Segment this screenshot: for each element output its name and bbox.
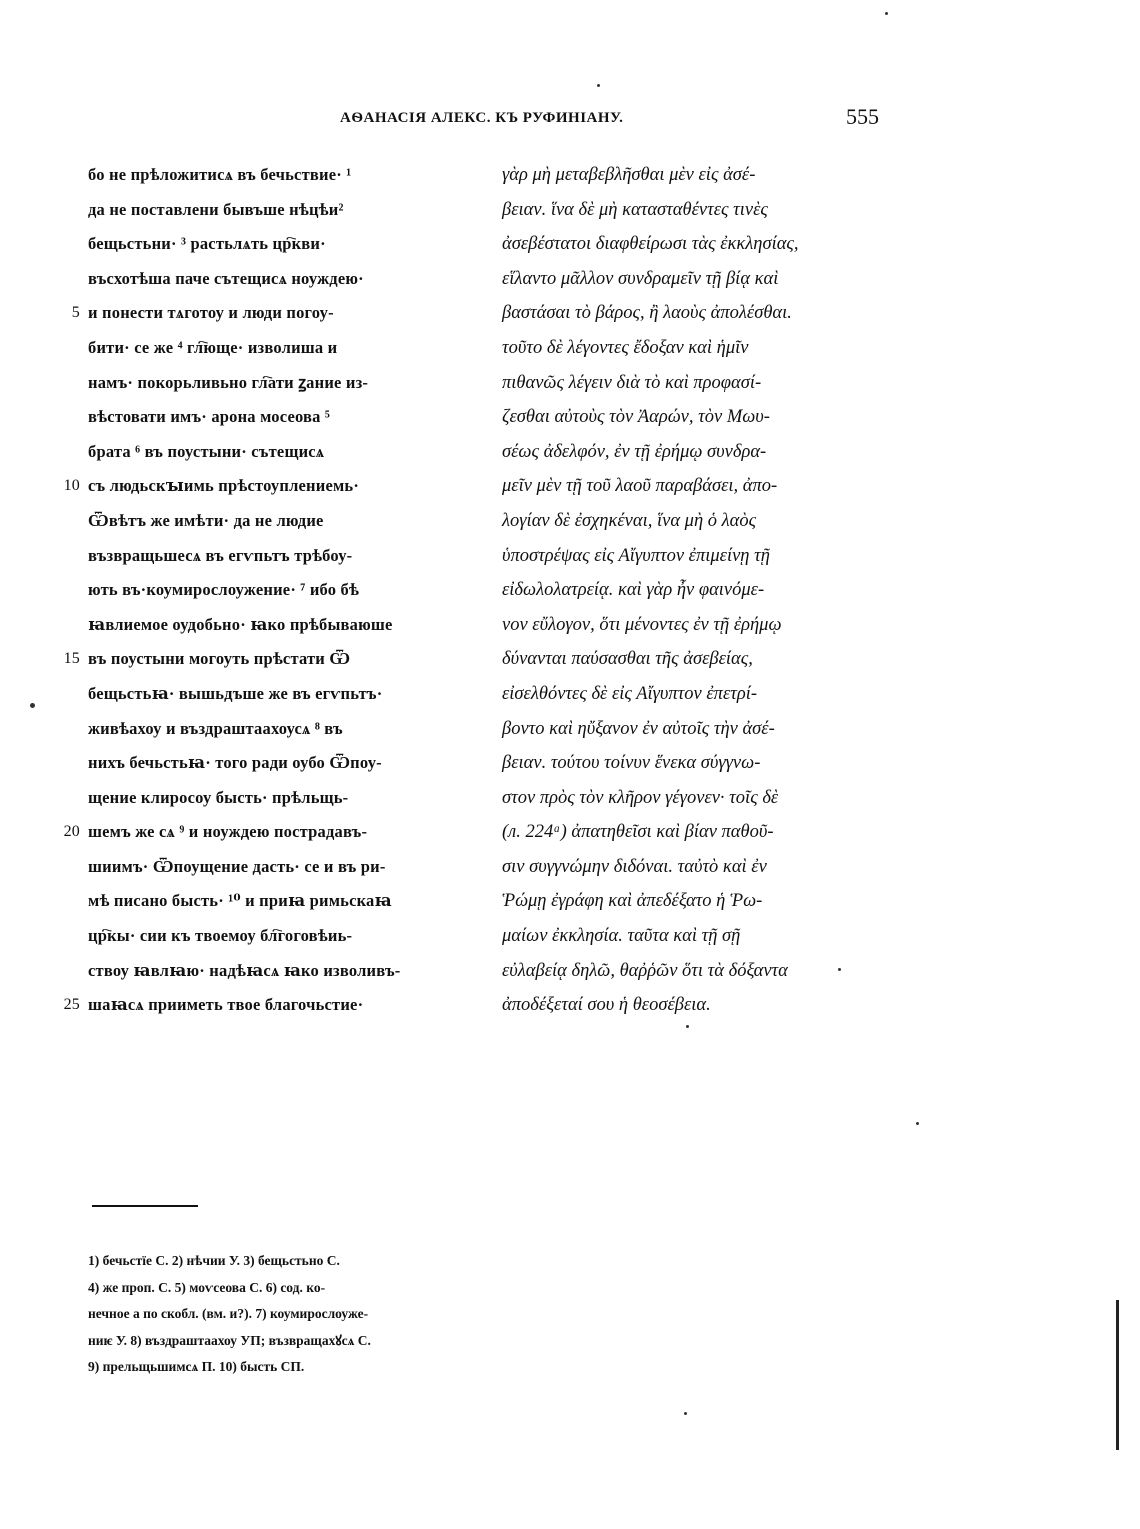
greek-line: ἀποδέξεταί σου ἡ θεοσέβεια. <box>502 995 711 1016</box>
greek-line: ὑποστρέψας εἰς Αἴγυπτον ἐπιμείνῃ τῇ <box>502 545 770 566</box>
greek-line: σέως ἀδελφόν, ἐν τῇ ἐρήμῳ συνδρα- <box>502 441 767 462</box>
slavonic-line-text: Ѿвѣтъ же имѣти· да не людие <box>88 510 324 530</box>
greek-line: εὐλαβείᾳ δηλῶ, θαῤῥῶν ὅτι τὰ δόξαντα <box>502 960 788 981</box>
greek-line: εἵλαντο μᾶλλον συνδραμεῖν τῇ βίᾳ καὶ <box>502 268 779 289</box>
slavonic-line <box>40 400 490 435</box>
greek-line: μαίων ἐκκλησία. ταῦτα καὶ τῇ σῇ <box>502 926 741 947</box>
footnote-line: 9) прельщьшимсѧ П. 10) бысть СП. <box>88 1359 305 1374</box>
footnote-line: ниѥ У. 8) въздраштаахоу УП; възвращахꙋсѧ С. <box>88 1332 371 1348</box>
slavonic-line <box>40 954 490 989</box>
scan-speck <box>838 968 841 971</box>
slavonic-line <box>40 850 490 885</box>
greek-line: νον εὔλογον, ὅτι μένοντες ἐν τῇ ἐρήμῳ <box>502 614 782 635</box>
slavonic-line <box>40 262 490 297</box>
scan-speck <box>597 84 600 87</box>
slavonic-line <box>40 193 490 228</box>
slavonic-line-text: бещьстьꙗ· вышьдъше же въ егѵпьтъ· <box>88 683 383 703</box>
running-header: АѲАНАСІЯ АЛЕКС. КЪ РУФИНІАНУ. <box>340 110 624 126</box>
slavonic-line <box>40 746 490 781</box>
slavonic-line <box>40 331 490 366</box>
slavonic-line-text: шаꙗсѧ прииметь твое благочьстие· <box>88 995 364 1015</box>
greek-line: στον πρὸς τὸν κλῆρον γέγονεν· τοῖς δὲ <box>502 787 779 808</box>
slavonic-line-text: щение клиросоу бысть· прѣльщь- <box>88 787 349 807</box>
slavonic-line <box>40 158 490 193</box>
greek-line: ἀσεβέστατοι διαφθείρωσι τὰς ἐκκλησίας, <box>502 234 799 255</box>
slavonic-line-text: ꙗвлиемое оудобьно· ꙗко прѣбываюше <box>88 614 393 634</box>
greek-line: πιθανῶς λέγειν διὰ τὸ καὶ προφασί- <box>502 372 762 393</box>
greek-line: λογίαν δὲ ἐσχηκέναι, ἵνα μὴ ὁ λαὸς <box>502 510 757 531</box>
greek-line: τοῦτο δὲ λέγοντες ἔδοξαν καὶ ἡμῖν <box>502 337 749 358</box>
greek-line: σιν συγγνώμην διδόναι. ταὐτὸ καὶ ἐν <box>502 856 767 877</box>
line-number: 20 <box>63 823 80 841</box>
footnote-line: 4) же проп. С. 5) моѵсеова С. 6) сод. ко- <box>88 1279 326 1295</box>
slavonic-line <box>40 642 490 677</box>
greek-line: εἰδωλολατρείᾳ. καὶ γὰρ ἦν φαινόμε- <box>502 580 765 601</box>
slavonic-line-text: ють въ·коумирослоужение· ⁷ ибо бѣ <box>88 580 360 600</box>
slavonic-line <box>40 884 490 919</box>
slavonic-line <box>40 988 490 1023</box>
greek-line: ζεσθαι αὐτοὺς τὸν Ἀαρών, τὸν Μωυ- <box>502 407 770 428</box>
slavonic-line-text: да не поставлени бывъше нѣцѣи² <box>88 199 344 219</box>
greek-line: μεῖν μὲν τῇ τοῦ λαοῦ παραβάσει, ἀπο- <box>502 476 778 497</box>
greek-line: Ῥώμῃ ἐγράφη καὶ ἀπεδέξατο ἡ Ῥω- <box>502 891 763 912</box>
greek-line: βειαν. ἵνα δὲ μὴ κατασταθέντες τινὲς <box>502 199 768 220</box>
greek-line: (л. 224ᵃ) ἀπατηθεῖσι καὶ βίαν παθοῦ- <box>502 822 774 843</box>
slavonic-line-text: бещьстьни· ³ растьлѧть цр҇кви· <box>88 234 326 254</box>
slavonic-line <box>40 712 490 747</box>
line-number: 10 <box>63 477 80 495</box>
footnote-divider <box>92 1205 198 1207</box>
slavonic-line <box>40 781 490 816</box>
slavonic-line-text: и понести тѧготоу и люди погоу- <box>88 303 334 323</box>
scan-margin-mark <box>1116 1300 1119 1450</box>
line-number: 5 <box>71 304 80 322</box>
slavonic-line <box>40 296 490 331</box>
scan-speck <box>885 12 888 15</box>
footnote-line: 1) бечьстїе С. 2) нѣчии У. 3) бещьстьно С. <box>88 1253 340 1268</box>
line-number: 15 <box>63 650 80 668</box>
greek-line: βαστάσαι τὸ βάρος, ἢ λαοὺς ἀπολέσθαι. <box>502 303 792 324</box>
slavonic-line-text: нихъ бечьстьꙗ· того ради оубо Ѿпоу- <box>88 753 382 773</box>
footnote-line: нечное а по скобл. (вм. и?). 7) коумирослоуже- <box>88 1306 369 1321</box>
slavonic-line <box>40 573 490 608</box>
slavonic-line-text: шиимъ· Ѿпоущение дасть· се и въ ри- <box>88 856 386 876</box>
scan-speck <box>916 1122 919 1125</box>
scan-speck <box>686 1025 689 1028</box>
slavonic-line <box>40 435 490 470</box>
page-number: 555 <box>846 104 879 129</box>
footnotes <box>88 1248 508 1381</box>
slavonic-line-text: шемъ же сѧ ⁹ и ноуждею пострадавъ- <box>88 822 368 842</box>
slavonic-line <box>40 469 490 504</box>
slavonic-line <box>40 539 490 574</box>
greek-line: εἰσελθόντες δὲ εἰς Αἴγυπτον ἐπετρί- <box>502 683 758 704</box>
slavonic-line-text: вѣстовати имъ· арона мосеова ⁵ <box>88 407 331 427</box>
greek-line: βειαν. τούτου τοίνυν ἕνεκα σύγγνω- <box>502 753 761 774</box>
line-number: 25 <box>63 996 80 1014</box>
slavonic-line <box>40 815 490 850</box>
slavonic-line <box>40 919 490 954</box>
slavonic-line <box>40 608 490 643</box>
slavonic-line-text: съ людьскꙑимь прѣстоуплениемь· <box>88 476 360 496</box>
slavonic-line-text: въсхотѣша паче сътещисѧ ноуждею· <box>88 268 364 288</box>
scan-speck <box>684 1412 687 1415</box>
slavonic-line-text: цр҇кы· сии къ твоемоу бл҇гоговѣиь- <box>88 926 353 946</box>
slavonic-line <box>40 504 490 539</box>
slavonic-line <box>40 366 490 401</box>
slavonic-line-text: въ поустыни могоуть прѣстати Ѿ <box>88 649 351 669</box>
slavonic-line-text: брата ⁶ въ поустыни· сътещисѧ <box>88 441 325 461</box>
slavonic-line-text: възвращьшесѧ въ егѵпьтъ трѣбоу- <box>88 545 353 565</box>
greek-line: γὰρ μὴ μεταβεβλῆσθαι μὲν εἰς ἀσέ- <box>502 165 756 185</box>
slavonic-line-text: бо не прѣложитисѧ въ бечьствие· ¹ <box>88 165 352 184</box>
greek-line: βοντο καὶ ηὔξανον ἐν αὐτοῖς τὴν ἀσέ- <box>502 718 775 739</box>
greek-text-column <box>502 158 902 1023</box>
slavonic-line-text: ствоу ꙗвлꙗю· надѣꙗсѧ ꙗко изволивъ- <box>88 960 401 980</box>
greek-line: δύνανται παύσασθαι τῆς ἀσεβείας, <box>502 649 753 670</box>
slavonic-text-column <box>40 158 490 1023</box>
scan-speck <box>30 703 35 708</box>
slavonic-line-text: бити· се же ⁴ гл҇юще· изволиша и <box>88 337 338 357</box>
slavonic-line-text: живѣахоу и въздраштаахоусѧ ⁸ въ <box>88 718 343 738</box>
slavonic-line <box>40 227 490 262</box>
slavonic-line-text: мѣ писано бысть· ¹⁰ и приꙗ римьскаꙗ <box>88 891 392 911</box>
slavonic-line <box>40 677 490 712</box>
slavonic-line-text: намъ· покорьливьно гл҇ати ꙁание из- <box>88 372 369 392</box>
